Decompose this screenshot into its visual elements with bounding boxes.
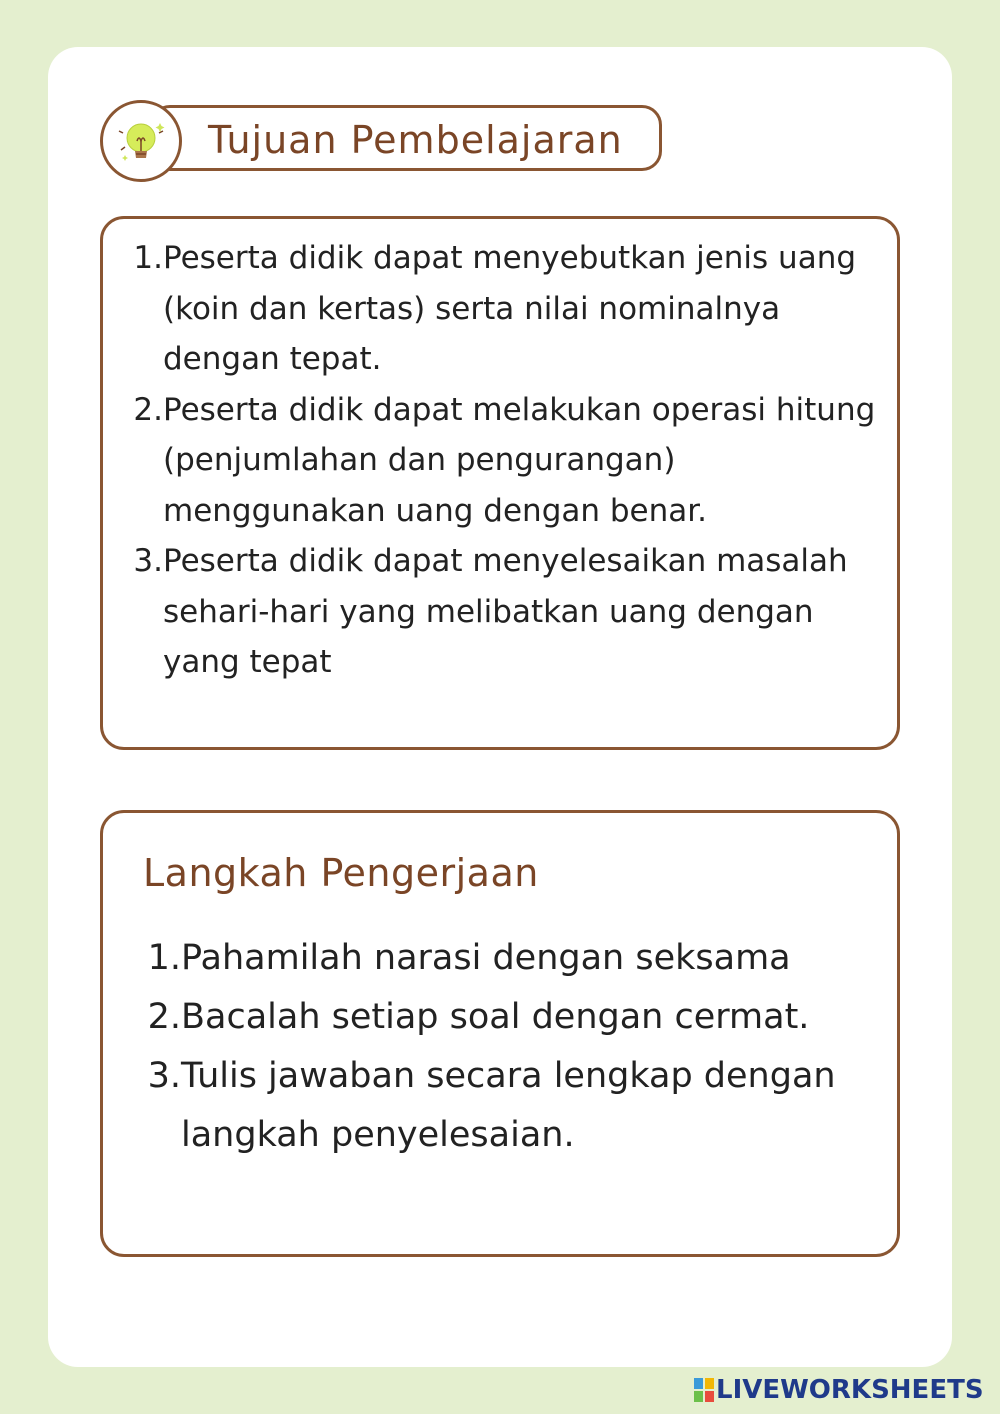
item-number: 3.	[133, 543, 163, 579]
lightbulb-icon	[111, 111, 171, 171]
item-text: Tulis jawaban secara lengkap dengan langkah penyelesaian.	[181, 1056, 836, 1155]
item-number: 2.	[133, 391, 163, 428]
objectives-box	[100, 216, 900, 750]
steps-box	[100, 810, 900, 1257]
list-item	[143, 1047, 883, 1165]
item-number: 2.	[147, 997, 181, 1037]
steps-list	[143, 929, 883, 1165]
logo-text: LIVEWORKSHEETS	[716, 1375, 984, 1405]
list-item	[143, 929, 883, 988]
steps-title: Langkah Pengerjaan	[143, 851, 539, 895]
item-number: 1.	[133, 240, 163, 276]
item-text: Pahamilah narasi dengan seksama	[181, 938, 791, 978]
objectives-list	[131, 233, 881, 688]
list-item	[131, 233, 881, 385]
item-text: Peserta didik dapat menyelesaikan masalah sehari-hari yang melibatkan uang dengan yang tepat	[163, 543, 848, 680]
list-item	[143, 988, 883, 1047]
liveworksheets-logo[interactable]	[694, 1375, 984, 1405]
list-item	[131, 385, 881, 537]
list-item	[131, 536, 881, 688]
item-text: Peserta didik dapat menyebutkan jenis uang (koin dan kertas) serta nilai nominalnya dengan tepat.	[163, 240, 857, 377]
page-title: Tujuan Pembelajaran	[208, 118, 623, 162]
liveworksheets-mark-icon	[694, 1378, 714, 1402]
item-text: Peserta didik dapat melakukan operasi hitung (penjumlahan dan pengurangan) menggunakan uang dengan benar.	[163, 391, 876, 529]
item-text: Bacalah setiap soal dengan cermat.	[181, 997, 810, 1037]
header-icon-circle	[100, 100, 182, 182]
item-number: 3.	[147, 1056, 181, 1096]
item-number: 1.	[147, 938, 181, 978]
